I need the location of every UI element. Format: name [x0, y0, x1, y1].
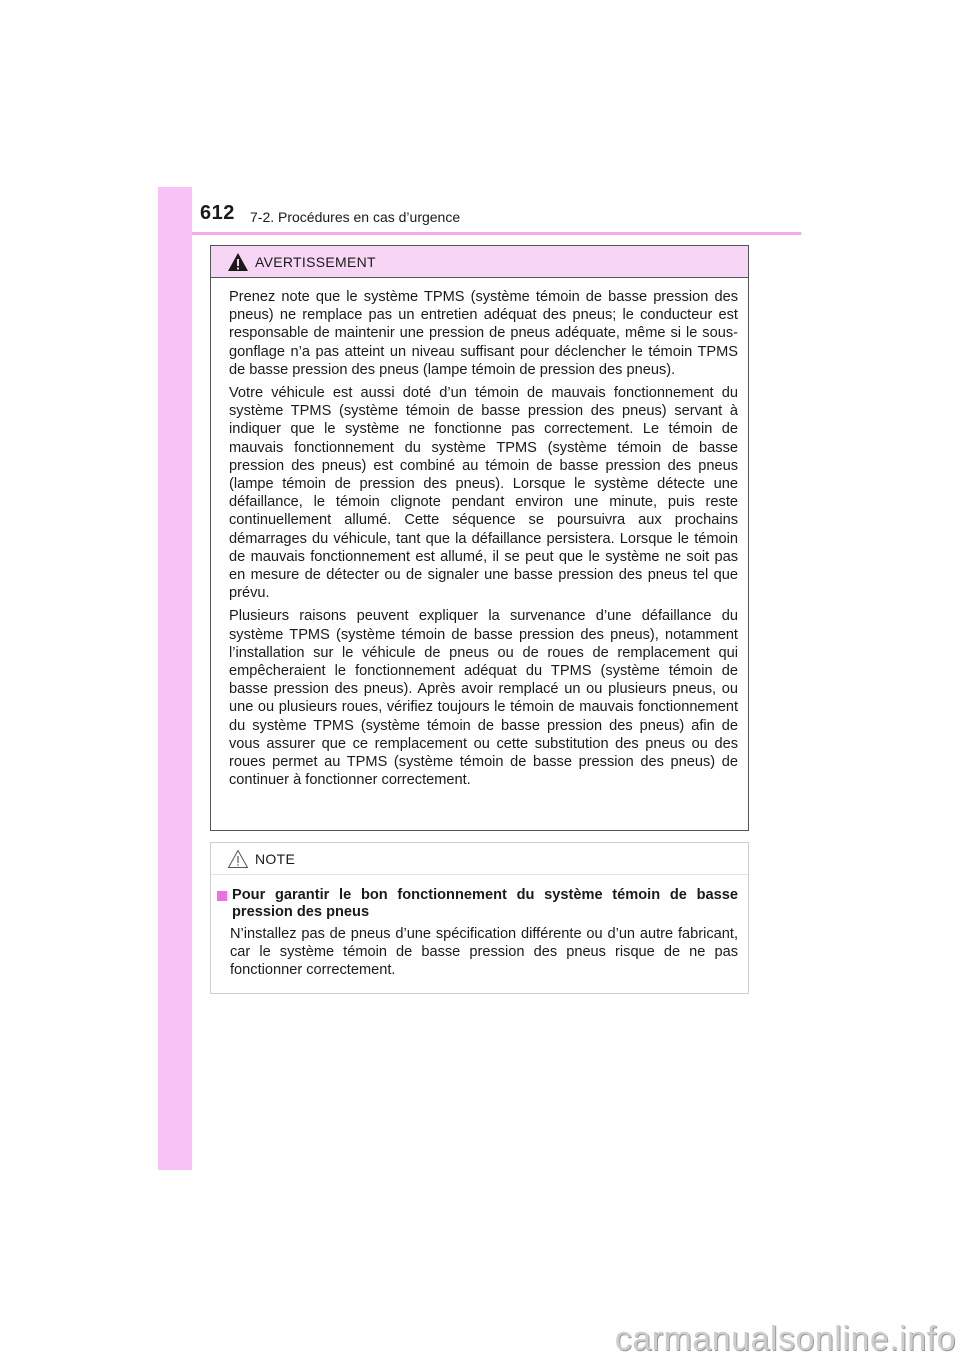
warning-body — [211, 278, 748, 789]
note-body — [211, 875, 748, 980]
warning-box — [210, 245, 749, 831]
section-title: 7-2. Procédures en cas d’urgence — [250, 209, 461, 225]
warning-paragraph: Plusieurs raisons peuvent expliquer la survenance d’une défaillance du système TPMS (système témoin de basse pression des pneus), notamment l’installation sur le véhicule de pneus ou de roues de remplacement qui empêcheraient le fonctionnement adéquat du TPMS (système témoin de basse pression des pneus). Après avoir remplacé un ou plusieurs pneus, ou une ou plusieurs roues, vérifiez toujours le témoin de mauvais fonctionnement du système TPMS (système témoin de basse pression des pneus) afin de vous assurer que ce remplacement ou cette substitution des pneus ou des roues permet au TPMS (système témoin de basse pression des pneus) de continuer à fonctionner correctement. — [229, 608, 738, 789]
warning-triangle-icon — [227, 252, 249, 272]
note-header — [211, 843, 748, 875]
note-label: NOTE — [255, 850, 296, 867]
note-item — [217, 887, 738, 921]
caution-triangle-outline-icon — [227, 849, 249, 869]
warning-paragraph: Votre véhicule est aussi doté d’un témoin de mauvais fonctionnement du système TPMS (système témoin de basse pression des pneus) servant à indiquer que le système ne fonctionne pas correctement. Le témoin de mauvais fonctionnement du système TPMS (système témoin de basse pression des pneus) est combiné au témoin de basse pression des pneus (lampe témoin de pression des pneus). Lorsque le système détecte une défaillance, le témoin clignote pendant environ une minute, puis reste continuellement allumé. Cette séquence se poursuivra aux prochains démarrages du véhicule, tant que la défaillance persistera. Lorsque le témoin de mauvais fonctionnement est allumé, il se peut que le système ne soit pas en mesure de détecter ou de signaler une basse pression des pneus tel que prévu. — [229, 385, 738, 602]
note-box — [210, 842, 749, 994]
warning-label: AVERTISSEMENT — [255, 253, 376, 270]
header-rule — [192, 232, 801, 235]
note-item-text: N’installez pas de pneus d’une spécification différente ou d’un autre fabricant, car le système témoin de basse pression des pneus risque de ne pas fonctionner correctement. — [230, 926, 738, 979]
chapter-side-tab — [158, 187, 192, 1170]
square-bullet-icon — [217, 891, 227, 901]
watermark: carmanualsonline.info — [614, 1320, 956, 1358]
note-item-title: Pour garantir le bon fonctionnement du système témoin de basse pression des pneus — [232, 887, 738, 920]
page-number: 612 — [200, 202, 235, 224]
warning-header — [211, 246, 748, 278]
warning-paragraph: Prenez note que le système TPMS (système témoin de basse pression des pneus) ne remplace pas un entretien adéquat des pneus; le conducteur est responsable de maintenir une pression de pneus adéquate, même si le sous-gonflage n’a pas atteint un niveau suffisant pour déclencher le témoin TPMS de basse pression des pneus (lampe témoin de pression des pneus). — [229, 289, 738, 378]
